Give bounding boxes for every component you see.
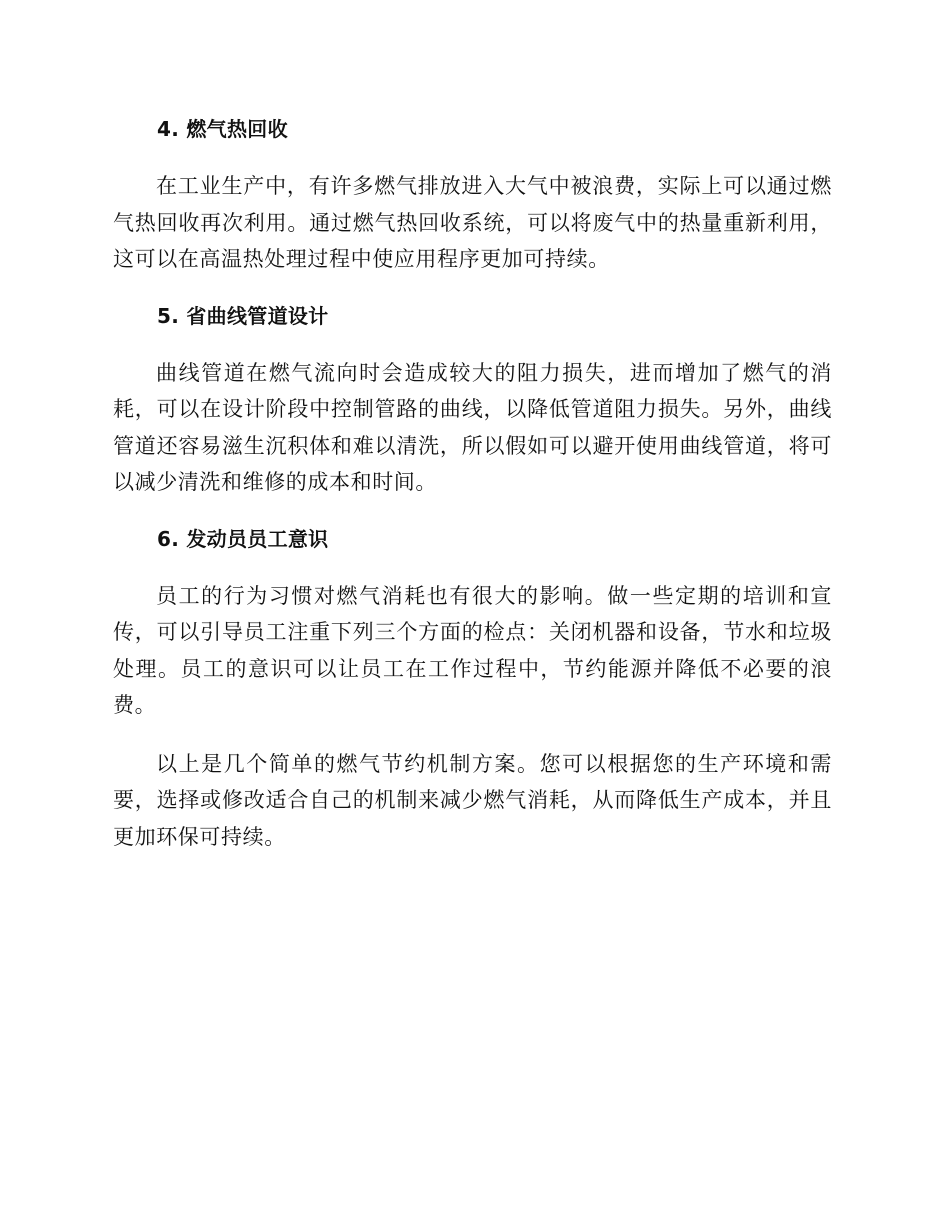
conclusion-paragraph: 以上是几个简单的燃气节约机制方案。您可以根据您的生产环境和需要，选择或修改适合自己的机制来减少燃气消耗，从而降低生产成本，并且更加环保可持续。	[113, 751, 832, 849]
section-heading-4: 4. 燃气热回收	[157, 117, 288, 141]
section-heading-6: 6. 发动员员工意识	[157, 526, 329, 551]
section-heading-5: 5. 省曲线管道设计	[157, 303, 329, 328]
section-body-4: 在工业生产中，有许多燃气排放进入大气中被浪费，实际上可以通过燃气热回收再次利用。通过燃气热回收系统，可以将废气中的热量重新利用，这可以在高温热处理过程中使应用程序更加可持续。	[113, 174, 832, 271]
section-body-6: 员工的行为习惯对燃气消耗也有很大的影响。做一些定期的培训和宣传，可以引导员工注重下列三个方面的检点：关闭机器和设备，节水和垃圾处理。员工的意识可以让员工在工作过程中，节约能源并降低不必要的浪费。	[113, 583, 832, 717]
section-body-5: 曲线管道在燃气流向时会造成较大的阻力损失，进而增加了燃气的消耗，可以在设计阶段中控制管路的曲线，以降低管道阻力损失。另外，曲线管道还容易滋生沉积体和难以清洗，所以假如可以避开使用曲线管道，将可以减少清洗和维修的成本和时间。	[113, 360, 832, 494]
